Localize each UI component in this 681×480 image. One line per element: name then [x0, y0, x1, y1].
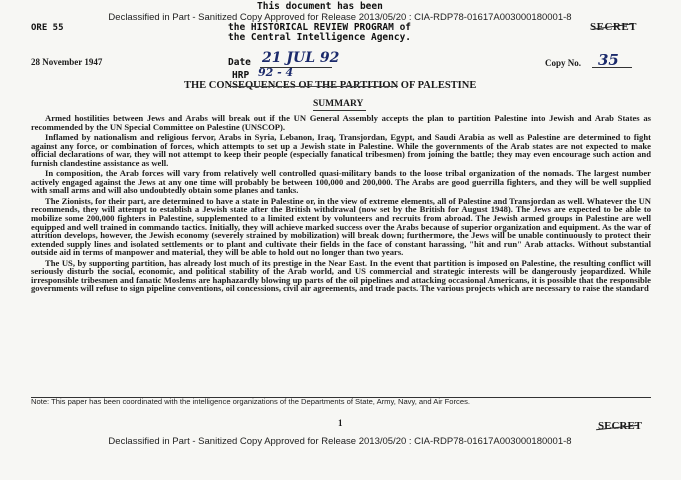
- paragraph-3: In composition, the Arab forces will vary from relatively well controlled quasi-military bands to the loose tribal organization of the nomads. The largest number actively engaged against the Jews at any one time will probably be between 100,000 and 200,000. The Arabs are good guerrilla fighters, and they will be well supplied with small arms and will also undoubtedly obtain some planes and tanks.: [31, 168, 651, 196]
- copy-underline: [592, 67, 632, 68]
- summary-heading: SUMMARY: [313, 99, 364, 109]
- page-number: 1: [338, 418, 343, 428]
- title-prefix: THE CONSEQUENCES OF THE: [184, 80, 338, 91]
- summary-underline: [313, 110, 366, 111]
- coordination-note: Note: This paper has been coordinated with the intelligence organizations of the Departments of State, Army, Navy, and Air Forces.: [31, 397, 470, 406]
- copy-number-label: Copy No.: [545, 58, 582, 68]
- report-number: ORE 55: [31, 23, 64, 33]
- declassification-banner-top: Declassified in Part - Sanitized Copy Approved for Release 2013/05/20 : CIA-RDP78-01617A003000180001-8: [108, 12, 572, 23]
- hrp-label: HRP: [232, 70, 250, 81]
- title-strikeout: [228, 86, 398, 87]
- paragraph-5: The US, by supporting partition, has already lost much of its prestige in the Near East. In the event that partition is imposed on Palestine, the resulting conflict will seriously disturb the social, economic, and political stability of the Arab world, and US commercial and strategic interests will be dangerously jeopardized. While irresponsible tribesmen and fanatic Moslems are haphazardly blowing up parts of the oil pipelines and attacking occasional Americans, it is possible that the responsible governments will refuse to sign pipeline conventions, oil concessions, civil air agreements, and trade pacts. The various projects which are necessary to raise the standard: [31, 257, 651, 294]
- hrp-value: 92 - 4: [258, 66, 294, 79]
- review-stamp-line1: This document has been: [257, 1, 383, 12]
- paragraph-2: Inflamed by nationalism and religious fervor, Arabs in Syria, Lebanon, Iraq, Transjordan, Egypt, and Saudi Arabia as well as Palestine are determined to fight against any force, or combination of forces, which attempts to set up a Jewish state in Palestine. While the governments of the Arab states are not expected to make official declarations of war, they will not attempt to keep their people (especially fanatical tribesmen) from joining the battle; they may even encourage such action and furnish clandestine assistance as well.: [31, 132, 651, 168]
- document-date: 28 November 1947: [31, 57, 103, 67]
- classification-marking-bottom: SECRET: [598, 420, 643, 432]
- handwritten-date: 21 JUL 92: [262, 50, 340, 66]
- classification-marking-top: SECRET: [590, 21, 638, 33]
- title-suffix: PARTITION OF PALESTINE: [339, 80, 477, 91]
- summary-body: [31, 114, 651, 295]
- paragraph-4: The Zionists, for their part, are determined to have a state in Palestine or, in the view of extreme elements, all of Palestine and Transjordan as well. Whatever the UN recommends, they will attempt to establish a Jewish state after the British withdrawal (now set by the British for August 1948). The Jews are expected to be able to mobilize some 200,000 fighters in Palestine, supplemented to a limited extent by volunteers and recruits from abroad. The Jewish armed groups in Palestine are well equipped and well trained in commando tactics. Initially, they will achieve marked success over the Arabs because of superior organization and equipment. As the war of attrition develops, however, the Jewish economy (severely strained by mobilization) will break down; furthermore, the Jews will be unable continuously to protect their extended supply lines and isolated settlements or to plant and cultivate their fields in the face of constant harassing, "hit and run" Arab attacks. Without substantial outside aid in terms of manpower and material, they will be able to hold out no longer than two years.: [31, 195, 651, 258]
- review-stamp-line2: the HISTORICAL REVIEW PROGRAM of: [228, 22, 412, 33]
- paragraph-1: Armed hostilities between Jews and Arabs will break out if the UN General Assembly accepts the plan to partition Palestine into Jewish and Arab States as recommended by the UN Special Committee on Palestine (UNSCOP).: [31, 113, 651, 132]
- review-stamp-line3: the Central Intelligence Agency.: [228, 32, 412, 43]
- declassification-banner-bottom: Declassified in Part - Sanitized Copy Approved for Release 2013/05/20 : CIA-RDP78-01617A003000180001-8: [108, 436, 572, 447]
- date-stamp-label: Date: [228, 57, 251, 68]
- copy-number: 35: [598, 51, 619, 69]
